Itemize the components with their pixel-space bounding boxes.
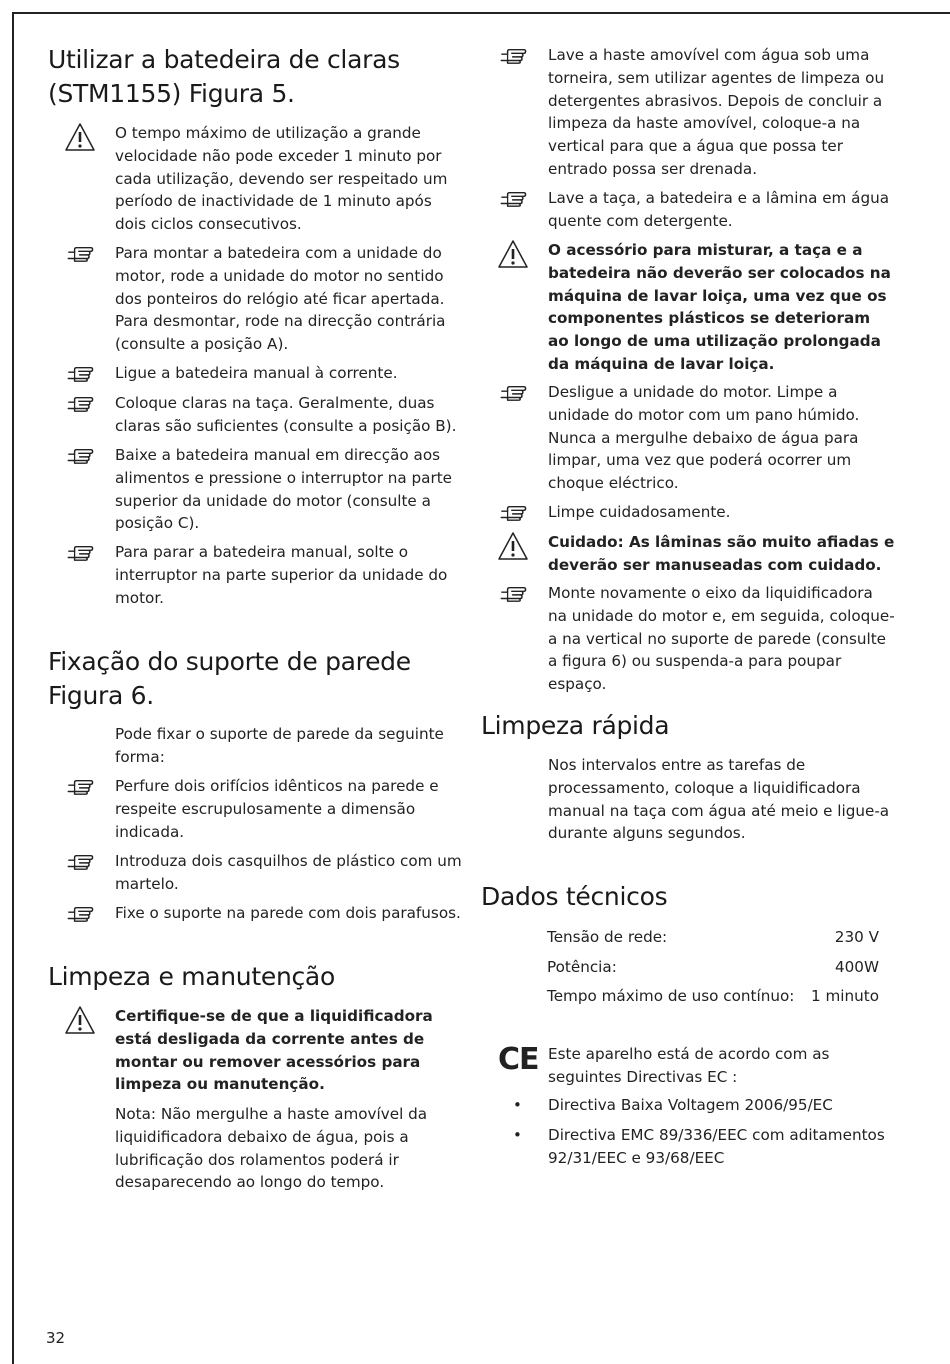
warning-item	[48, 122, 464, 236]
section-title-line: Dados técnicos	[481, 882, 668, 911]
pointing-hand-icon	[65, 905, 95, 923]
spec-value: 1 minuto	[810, 987, 879, 1005]
instruction-text: Ligue a batedeira manual à corrente.	[115, 364, 398, 382]
spec-table	[481, 926, 901, 1015]
pointing-hand-icon	[65, 245, 95, 263]
instruction-text: Lave a taça, a batedeira e a lâmina em água quente com detergente.	[548, 189, 890, 230]
instruction-item	[48, 362, 464, 385]
quick-clean-text: Nos intervalos entre as tarefas de processamento, coloque a liquidificadora manual na taça com água até meio e ligue-a durante alguns segundos.	[548, 756, 890, 843]
instruction-text: Para montar a batedeira com a unidade do motor, rode a unidade do motor no sentido dos ponteiros do relógio até ficar apertada. Para desmontar, rode na direcção contrária (consulte a posição A).	[115, 244, 446, 354]
instruction-item	[48, 775, 464, 843]
warning-text: O acessório para misturar, a taça e a batedeira não deverão ser colocados na máquina de lavar loiça, uma vez que os componentes plásticos se deterioram ao longo de uma utilização prolongada da máquina de lavar loiça.	[548, 241, 891, 373]
section-title-tech-data	[481, 880, 901, 914]
instruction-text: Fixe o suporte na parede com dois parafusos.	[115, 904, 461, 922]
warning-text: Certifique-se de que a liquidificadora está desligada da corrente antes de montar ou remover acessórios para limpeza ou manutenção.	[115, 1007, 433, 1094]
pointing-hand-icon	[65, 447, 95, 465]
note-paragraph	[48, 1103, 464, 1194]
warning-text: O tempo máximo de utilização a grande velocidade não pode exceder 1 minuto por cada utilização, devendo ser respeitado um período de inactividade de 1 minuto após dois ciclos consecutivos.	[115, 124, 448, 234]
instruction-item	[48, 392, 464, 438]
instruction-text: Baixe a batedeira manual em direcção aos alimentos e pressione o interruptor na parte superior da unidade do motor (consulte a posição C).	[115, 446, 453, 533]
instruction-item	[481, 582, 895, 696]
warning-icon	[64, 122, 96, 152]
bullet: •	[513, 1126, 522, 1144]
section-title-wall-mount	[48, 645, 468, 713]
ce-mark-icon: CE	[498, 1042, 539, 1077]
pointing-hand-icon	[498, 47, 528, 65]
instruction-text: Limpe cuidadosamente.	[548, 503, 731, 521]
spec-value: 230 V	[834, 928, 879, 946]
warning-item	[481, 239, 895, 376]
pointing-hand-icon	[498, 190, 528, 208]
instruction-item	[48, 541, 464, 609]
warning-text: Cuidado: As lâminas são muito afiadas e deverão ser manuseadas com cuidado.	[548, 533, 895, 574]
spec-row	[481, 956, 901, 986]
section-title-whisk	[48, 43, 468, 111]
intro-text: Pode fixar o suporte de parede da seguinte forma:	[115, 725, 444, 766]
spec-label: Potência:	[547, 957, 617, 976]
pointing-hand-icon	[65, 365, 95, 383]
section-title-line: Limpeza rápida	[481, 711, 670, 740]
instruction-text: Introduza dois casquilhos de plástico com um martelo.	[115, 852, 462, 893]
warning-icon	[497, 531, 529, 561]
paragraph	[481, 754, 895, 845]
pointing-hand-icon	[498, 504, 528, 522]
section-title-line: Figura 6.	[48, 681, 154, 710]
instruction-item	[48, 850, 464, 896]
section-title-line: Limpeza e manutenção	[48, 962, 335, 991]
spec-label: Tensão de rede:	[547, 928, 668, 946]
spec-row	[481, 985, 901, 1015]
instruction-item	[481, 381, 895, 495]
section-title-line: (STM1155) Figura 5.	[48, 79, 295, 108]
page-border-left	[12, 12, 14, 1364]
pointing-hand-icon	[65, 853, 95, 871]
instruction-text: Desligue a unidade do motor. Limpe a unidade do motor com um pano húmido. Nunca a mergulhe debaixo de água para limpar, uma vez que poderá ocorrer um choque eléctrico.	[548, 383, 860, 493]
instruction-text: Lave a haste amovível com água sob uma torneira, sem utilizar agentes de limpeza ou detergentes abrasivos. Depois de concluir a limpeza da haste amovível, coloque-a na vertical para que a água que possa ter entrado possa ser drenada.	[548, 46, 885, 178]
spec-label: Tempo máximo de uso contínuo:	[547, 987, 795, 1005]
page-border-top	[12, 12, 950, 14]
instruction-item	[48, 242, 464, 356]
ce-text: Este aparelho está de acordo com as seguintes Directivas EC :	[548, 1045, 830, 1086]
pointing-hand-icon	[65, 544, 95, 562]
warning-item	[48, 1005, 464, 1096]
directive-text: Directiva EMC 89/336/EEC com aditamentos 92/31/EEC e 93/68/EEC	[548, 1126, 885, 1167]
directive-text: Directiva Baixa Voltagem 2006/95/EC	[548, 1096, 833, 1114]
instruction-item	[481, 44, 895, 181]
paragraph	[48, 723, 464, 769]
section-title-line: Fixação do suporte de parede	[48, 647, 411, 676]
bullet: •	[513, 1096, 522, 1114]
spec-row	[481, 926, 901, 956]
page-number: 32	[46, 1329, 66, 1347]
warning-item	[481, 531, 895, 577]
section-title-quick-clean	[481, 709, 901, 743]
pointing-hand-icon	[498, 585, 528, 603]
ce-compliance	[481, 1043, 895, 1089]
list-item	[481, 1124, 895, 1170]
warning-icon	[64, 1005, 96, 1035]
note-text: Nota: Não mergulhe a haste amovível da liquidificadora debaixo de água, pois a lubrificação dos rolamentos poderá ir desaparecendo ao longo do tempo.	[115, 1105, 428, 1192]
instruction-text: Para parar a batedeira manual, solte o interruptor na parte superior da unidade do motor.	[115, 543, 448, 607]
instruction-item	[481, 501, 895, 524]
instruction-text: Coloque claras na taça. Geralmente, duas claras são suficientes (consulte a posição B).	[115, 394, 457, 435]
spec-value: 400W	[834, 957, 879, 976]
list-item	[481, 1094, 895, 1117]
section-title-line: Utilizar a batedeira de claras	[48, 45, 400, 74]
pointing-hand-icon	[65, 778, 95, 796]
pointing-hand-icon	[498, 384, 528, 402]
instruction-item	[48, 902, 464, 925]
section-title-cleaning	[48, 960, 468, 994]
instruction-text: Perfure dois orifícios idênticos na parede e respeite escrupulosamente a dimensão indicada.	[115, 777, 439, 841]
instruction-item	[481, 187, 895, 233]
pointing-hand-icon	[65, 395, 95, 413]
instruction-item	[48, 444, 464, 535]
warning-icon	[497, 239, 529, 269]
instruction-text: Monte novamente o eixo da liquidificadora na unidade do motor e, em seguida, coloque-a na vertical no suporte de parede (consulte a figura 6) ou suspenda-a para poupar espaço.	[548, 584, 895, 694]
